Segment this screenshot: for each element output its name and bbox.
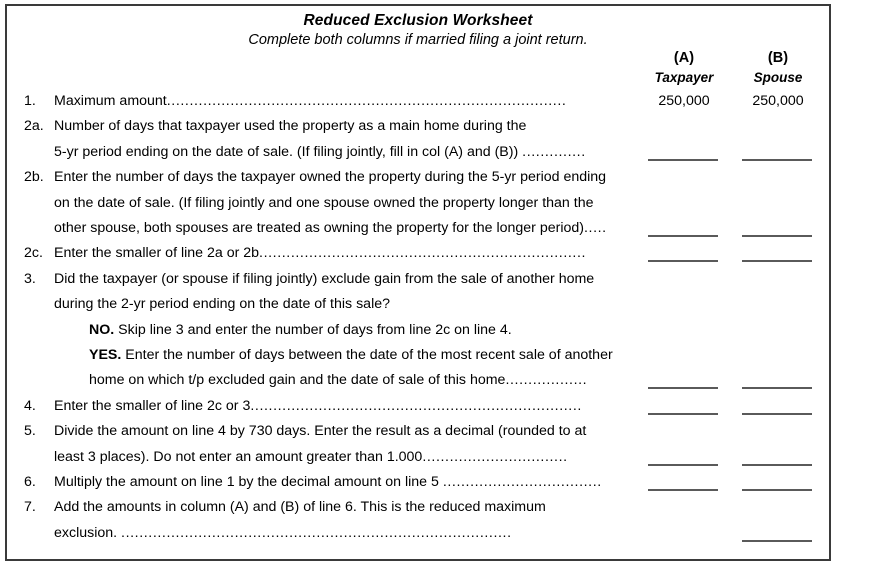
dot-leader: ................................ [422, 448, 568, 465]
column-a-value: 250,000 [658, 93, 710, 109]
column-a-entry-blank[interactable] [648, 235, 718, 237]
text-segment: 5-yr period ending on the date of sale. (If filing jointly, fill in col (A) and (B)) [54, 143, 523, 160]
dot-leader: ................................... [442, 474, 602, 490]
line-text [54, 497, 642, 517]
dot-leader: .................. [505, 372, 588, 389]
line-text [89, 370, 642, 390]
worksheet-line [7, 167, 829, 192]
text-segment: YES. [89, 347, 122, 363]
line-number: 6. [24, 474, 36, 490]
worksheet-title: Reduced Exclusion Worksheet [303, 12, 533, 29]
column-b-entry-blank[interactable] [742, 464, 812, 466]
column-b-entry-blank[interactable] [742, 540, 812, 542]
reduced-exclusion-worksheet [5, 4, 831, 561]
column-a-entry-blank[interactable] [648, 387, 718, 389]
text-segment: on the date of sale. (If filing jointly and one spouse owned the property longer than the [54, 194, 594, 211]
worksheet-line [7, 294, 829, 319]
text-segment: Multiply the amount on line 1 by the decimal amount on line 5 [54, 474, 443, 490]
column-b-name: Spouse [753, 70, 803, 85]
text-segment: Divide the amount on line 4 by 730 days. Enter the result as a decimal (rounded to at [54, 423, 587, 440]
line-number: 4. [24, 397, 36, 414]
worksheet-line [7, 421, 829, 446]
dot-leader: ...................................................................................... [121, 524, 512, 541]
line-text [54, 142, 642, 162]
worksheet-line [7, 91, 829, 116]
column-b-entry-blank[interactable] [742, 235, 812, 237]
line-text [54, 294, 642, 314]
line-text [54, 193, 642, 213]
dot-leader: ......................................................................... [250, 397, 582, 414]
text-segment: Enter the smaller of line 2c or 3 [54, 397, 251, 414]
line-text [54, 421, 642, 441]
column-b-entry-blank[interactable] [742, 387, 812, 389]
column-a-entry-blank[interactable] [648, 159, 718, 161]
column-a-entry-blank[interactable] [648, 413, 718, 415]
line-text [54, 523, 642, 543]
text-segment: Number of days that taxpayer used the property as a main home during the [54, 118, 527, 135]
line-text [54, 167, 642, 187]
column-b-entry-blank[interactable] [742, 260, 812, 262]
line-text [89, 345, 642, 365]
line-text [54, 447, 642, 467]
dot-leader: ..... [584, 220, 607, 236]
worksheet-line [7, 320, 829, 345]
dot-leader: .............. [522, 143, 586, 160]
line-text [54, 116, 642, 136]
column-a-name: Taxpayer [654, 70, 714, 85]
line-text [89, 320, 642, 340]
worksheet-line [7, 396, 829, 421]
column-a-entry-blank[interactable] [648, 489, 718, 491]
dot-leader: ........................................................................................ [166, 93, 567, 109]
worksheet-line [7, 472, 829, 497]
worksheet-subtitle: Complete both columns if married filing a joint return. [248, 32, 588, 48]
text-segment: Enter the number of days between the date of the most recent sale of another [121, 347, 613, 363]
dot-leader: ........................................................................ [259, 245, 587, 262]
text-segment: Enter the smaller of line 2a or 2b [54, 245, 260, 262]
text-segment: other spouse, both spouses are treated as owning the property for the longer period) [54, 220, 584, 236]
line-number: 2a. [24, 118, 44, 135]
line-number: 3. [24, 270, 36, 287]
column-b-entry-blank[interactable] [742, 159, 812, 161]
worksheet-line [7, 193, 829, 218]
line-text [54, 269, 642, 289]
worksheet-line [7, 345, 829, 370]
text-segment: Maximum amount [54, 93, 167, 109]
line-text [54, 91, 642, 111]
text-segment: exclusion. [54, 524, 122, 541]
line-text [54, 218, 642, 238]
column-b-entry-blank[interactable] [742, 413, 812, 415]
worksheet-line [7, 269, 829, 294]
column-b-letter: (B) [767, 50, 789, 66]
line-number: 2c. [24, 245, 43, 262]
column-b-entry-blank[interactable] [742, 489, 812, 491]
column-a-letter: (A) [673, 50, 695, 66]
text-segment: least 3 places). Do not enter an amount greater than 1.000 [54, 448, 423, 465]
worksheet-line [7, 116, 829, 141]
text-segment: during the 2-yr period ending on the date of this sale? [54, 296, 390, 313]
text-segment: Add the amounts in column (A) and (B) of line 6. This is the reduced maximum [54, 499, 546, 516]
text-segment: home on which t/p excluded gain and the date of sale of this home [89, 372, 506, 389]
text-segment: NO. [89, 321, 115, 338]
line-number: 7. [24, 499, 36, 516]
line-text [54, 472, 642, 492]
text-segment: Skip line 3 and enter the number of days from line 2c on line 4. [114, 321, 512, 338]
line-text [54, 396, 642, 416]
column-b-value: 250,000 [752, 93, 804, 109]
worksheet-line [7, 142, 829, 167]
line-number: 1. [24, 93, 36, 109]
column-a-entry-blank[interactable] [648, 464, 718, 466]
line-number: 5. [24, 423, 36, 440]
line-number: 2b. [24, 169, 44, 186]
line-text [54, 243, 642, 263]
worksheet-line [7, 497, 829, 522]
column-a-entry-blank[interactable] [648, 260, 718, 262]
worksheet-line [7, 523, 829, 548]
text-segment: Enter the number of days the taxpayer owned the property during the 5-yr period ending [54, 169, 607, 186]
text-segment: Did the taxpayer (or spouse if filing jointly) exclude gain from the sale of another home [54, 270, 595, 287]
worksheet-line [7, 243, 829, 268]
worksheet-line [7, 370, 829, 395]
worksheet-line [7, 218, 829, 243]
worksheet-line [7, 447, 829, 472]
